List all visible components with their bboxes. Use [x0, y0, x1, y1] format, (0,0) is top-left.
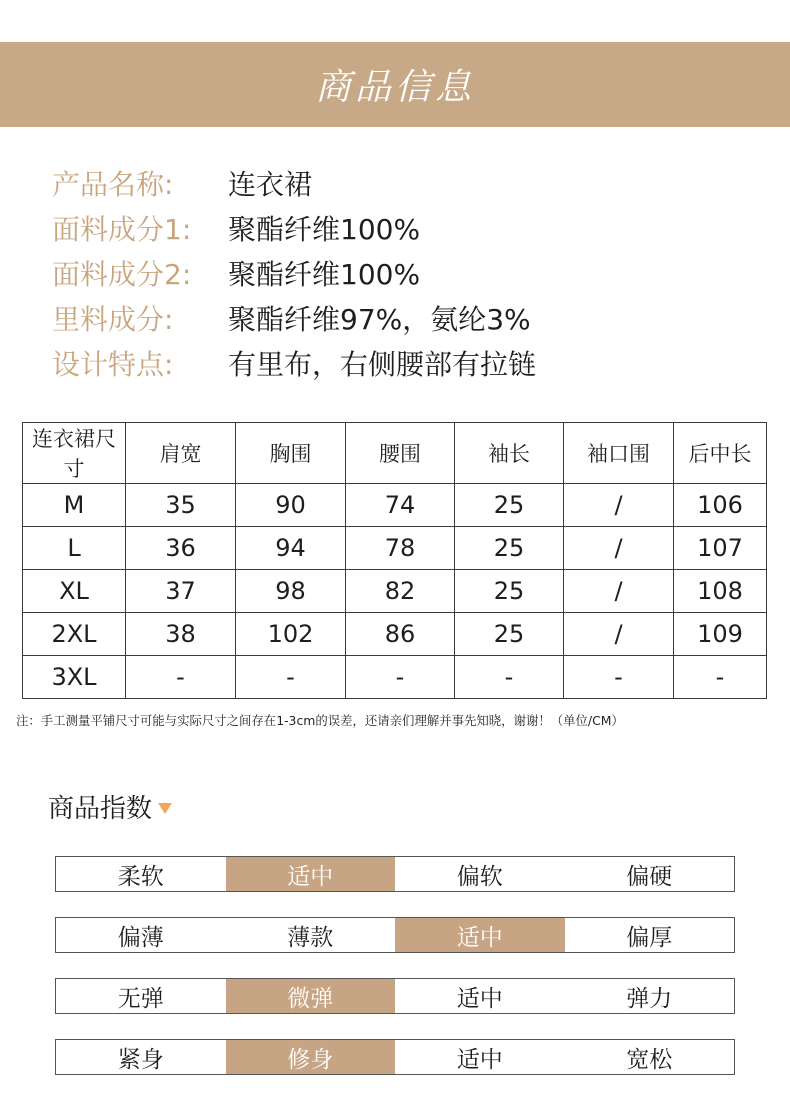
scale-option: 宽松 — [626, 1046, 673, 1073]
size-cell: 3XL — [23, 656, 126, 699]
info-label-lining: 里料成分: — [52, 302, 174, 336]
size-table-header-cell: 腰围 — [346, 423, 455, 484]
scale-option: 适中 — [456, 1046, 503, 1073]
info-value-fabric-2: 聚酯纤维100% — [228, 257, 421, 291]
size-table-header-cell: 后中长 — [674, 423, 767, 484]
softness-scale — [55, 856, 735, 892]
scale-option: 偏软 — [456, 863, 503, 890]
info-row — [52, 340, 536, 385]
product-info-list — [52, 160, 536, 385]
scale-option: 偏厚 — [626, 924, 673, 951]
value-cell: 25 — [455, 527, 564, 570]
size-cell: L — [23, 527, 126, 570]
value-cell: 25 — [455, 613, 564, 656]
size-table-header-cell: 袖口围 — [564, 423, 674, 484]
value-cell: - — [674, 656, 767, 699]
scale-option: 偏薄 — [117, 924, 164, 951]
value-cell: 38 — [126, 613, 236, 656]
info-row — [52, 295, 536, 340]
size-table-header-cell: 连衣裙尺寸 — [23, 423, 126, 484]
value-cell: 74 — [346, 484, 455, 527]
value-cell: 78 — [346, 527, 455, 570]
value-cell: 25 — [455, 484, 564, 527]
info-value-fabric-1: 聚酯纤维100% — [228, 212, 421, 246]
info-label-name: 产品名称: — [52, 167, 174, 201]
scale-option: 修身 — [226, 1040, 396, 1074]
value-cell: 108 — [674, 570, 767, 613]
value-cell: 36 — [126, 527, 236, 570]
value-cell: / — [564, 613, 674, 656]
info-row — [52, 160, 536, 205]
value-cell: 106 — [674, 484, 767, 527]
value-cell: 98 — [236, 570, 346, 613]
info-row — [52, 250, 536, 295]
scale-option: 偏硬 — [626, 863, 673, 890]
size-cell: XL — [23, 570, 126, 613]
table-row — [23, 570, 767, 613]
value-cell: - — [236, 656, 346, 699]
value-cell: 37 — [126, 570, 236, 613]
scale-option: 紧身 — [117, 1046, 164, 1073]
size-table — [22, 422, 767, 699]
size-table-header-cell: 袖长 — [455, 423, 564, 484]
size-cell: M — [23, 484, 126, 527]
info-value-lining: 聚酯纤维97%，氨纶3% — [228, 302, 531, 336]
value-cell: 25 — [455, 570, 564, 613]
info-label-design: 设计特点: — [52, 347, 174, 381]
scale-option: 弹力 — [626, 985, 673, 1012]
value-cell: - — [346, 656, 455, 699]
thickness-scale — [55, 917, 735, 953]
triangle-down-icon — [158, 803, 172, 814]
value-cell: / — [564, 527, 674, 570]
info-row — [52, 205, 536, 250]
info-label-fabric-1: 面料成分1: — [52, 212, 192, 246]
measurement-note: 注：手工测量平铺尺寸可能与实际尺寸之间存在1-3cm的误差，还请亲们理解并事先知晓，谢谢！（单位/CM） — [16, 713, 624, 728]
scale-option: 柔软 — [117, 863, 164, 890]
product-index-heading — [48, 788, 172, 825]
banner-title: 商品信息 — [314, 67, 475, 108]
value-cell: / — [564, 570, 674, 613]
table-row — [23, 484, 767, 527]
table-row — [23, 613, 767, 656]
scale-option: 无弹 — [117, 985, 164, 1012]
table-row — [23, 656, 767, 699]
value-cell: 35 — [126, 484, 236, 527]
value-cell: - — [126, 656, 236, 699]
product-index-title: 商品指数 — [48, 794, 153, 824]
elasticity-scale — [55, 978, 735, 1014]
size-table-header-row — [23, 423, 767, 484]
scale-option: 适中 — [226, 857, 396, 891]
value-cell: 90 — [236, 484, 346, 527]
info-label-fabric-2: 面料成分2: — [52, 257, 192, 291]
value-cell: 94 — [236, 527, 346, 570]
value-cell: 86 — [346, 613, 455, 656]
value-cell: / — [564, 484, 674, 527]
size-table-header-cell: 胸围 — [236, 423, 346, 484]
value-cell: 107 — [674, 527, 767, 570]
info-value-name: 连衣裙 — [228, 167, 313, 201]
value-cell: 109 — [674, 613, 767, 656]
scale-option: 微弹 — [226, 979, 396, 1013]
size-cell: 2XL — [23, 613, 126, 656]
table-row — [23, 527, 767, 570]
header-banner — [0, 42, 790, 127]
fit-scale — [55, 1039, 735, 1075]
scale-option: 适中 — [456, 985, 503, 1012]
size-table-header-cell: 肩宽 — [126, 423, 236, 484]
info-value-design: 有里布，右侧腰部有拉链 — [228, 347, 537, 381]
value-cell: - — [564, 656, 674, 699]
value-cell: 102 — [236, 613, 346, 656]
scale-option: 适中 — [395, 918, 565, 952]
value-cell: 82 — [346, 570, 455, 613]
value-cell: - — [455, 656, 564, 699]
scale-option: 薄款 — [287, 924, 334, 951]
